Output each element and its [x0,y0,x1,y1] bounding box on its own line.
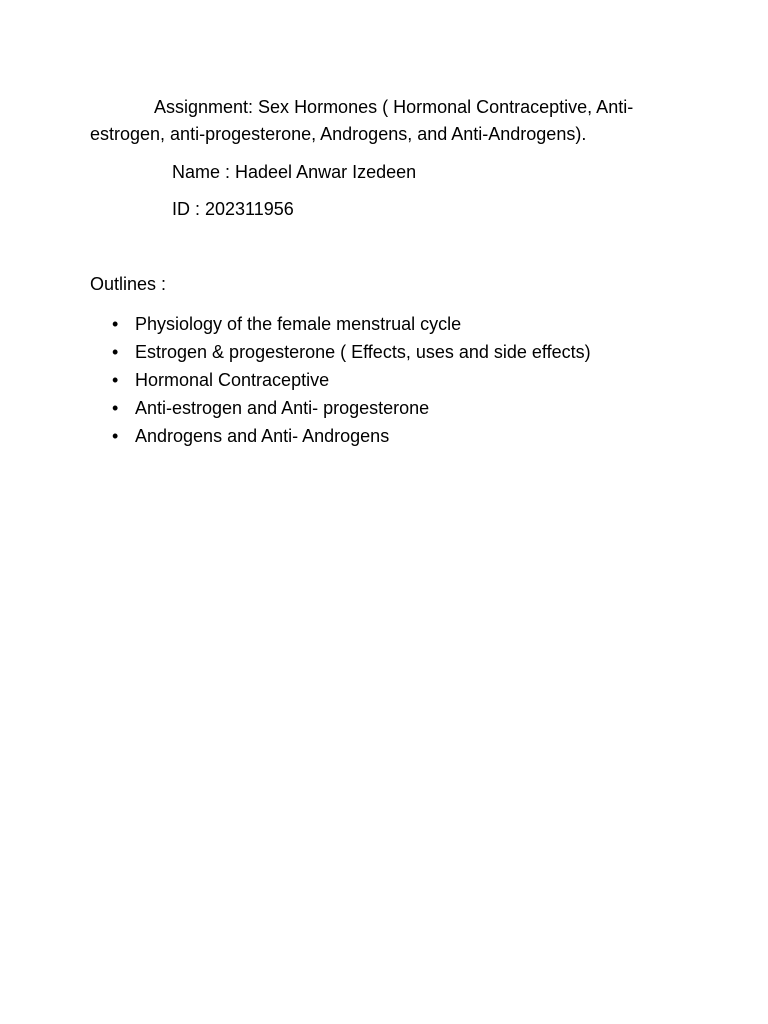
outline-item-label: Androgens and Anti- Androgens [135,426,390,446]
outline-list [90,310,591,450]
student-name: Name : Hadeel Anwar Izedeen [172,162,417,182]
bullet-icon: • [112,370,119,390]
outline-item-label: Hormonal Contraceptive [135,370,330,390]
bullet-icon: • [112,342,119,362]
outline-item-label: Estrogen & progesterone ( Effects, uses and side effects) [135,342,591,362]
list-item [90,366,591,394]
student-id: ID : 202311956 [172,199,294,219]
outline-item-label: Physiology of the female menstrual cycle [135,314,462,334]
outlines-heading: Outlines : [90,274,167,294]
outline-item-label: Anti-estrogen and Anti- progesterone [135,398,430,418]
bullet-icon: • [112,314,119,334]
bullet-icon: • [112,426,119,446]
bullet-icon: • [112,398,119,418]
assignment-title: Assignment: Sex Hormones ( Hormonal Contraceptive, Anti-estrogen, anti-progesterone, Androgens, and Anti-Androgens). [90,97,634,144]
list-item [90,394,591,422]
list-item [90,310,591,338]
list-item [90,422,591,450]
list-item [90,338,591,366]
